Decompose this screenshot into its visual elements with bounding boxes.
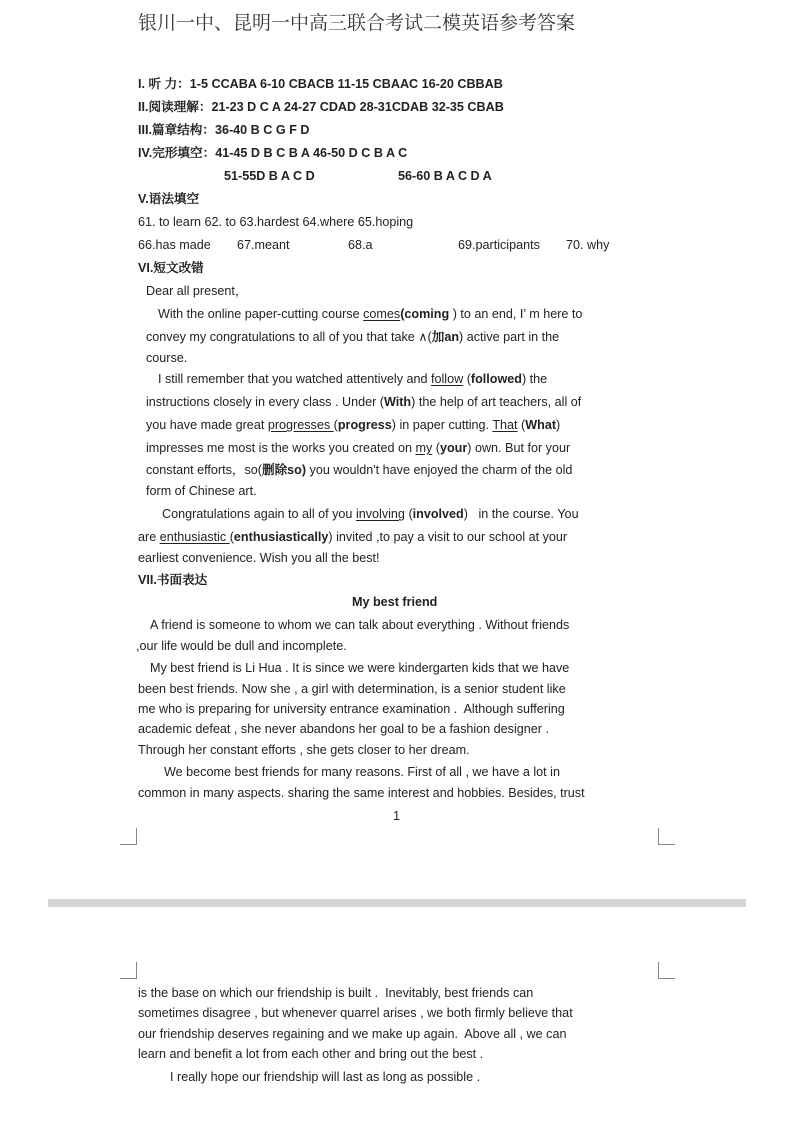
text-segment: you wouldn't have enjoyed the charm of the old <box>306 463 573 477</box>
text-segment: ) the <box>521 372 548 386</box>
essay-line: me who is preparing for university entrance examination . Although suffering <box>138 702 565 716</box>
grammar-item-69: 69.participants <box>458 238 540 252</box>
essay-line: My best friend is Li Hua . It is since we were kindergarten kids that we have <box>150 661 570 675</box>
essay-line: common in many aspects. sharing the same interest and hobbies. Besides, trust <box>138 786 585 800</box>
correction-word: progress <box>337 418 392 432</box>
text-segment: ) to an end, I’ m here to <box>449 307 583 321</box>
text-segment: ) in paper cutting. <box>391 418 493 432</box>
text-segment: constant efforts，so( <box>146 463 262 477</box>
correction-word: followed <box>470 372 522 386</box>
grammar-item-67: 67.meant <box>237 238 290 252</box>
answer-cloze-1: IV.完形填空：41-45 D B C B A 46-50 D C B A C <box>138 146 408 160</box>
correction-line-12: earliest convenience. Wish you all the best! <box>138 551 380 565</box>
text-segment: instructions closely in every class . Under ( <box>146 395 384 409</box>
page-separator <box>48 899 746 907</box>
grammar-item-70: 70. why <box>566 238 610 252</box>
error-word: comes <box>363 307 401 321</box>
answer-listening: I. 听 力：1-5 CCABA 6-10 CBACB 11-15 CBAAC 16-20 CBBAB <box>138 77 503 91</box>
correction-word: (coming <box>400 307 450 321</box>
correction-word: What <box>525 418 557 432</box>
correction-line-9: form of Chinese art. <box>146 484 257 498</box>
essay-line: sometimes disagree , but whenever quarrel arises , we both firmly believe that <box>138 1006 573 1020</box>
error-word: involving <box>355 507 405 521</box>
correction-line-10 <box>162 506 579 522</box>
correction-heading: VI.短文改错 <box>138 261 204 275</box>
essay-line: our friendship deserves regaining and we make up again. Above all , we can <box>138 1027 567 1041</box>
text-segment: ( <box>229 530 234 544</box>
text-segment: ) the help of art teachers, all of <box>411 395 582 409</box>
text-segment: ) own. But for your <box>467 441 571 455</box>
text-segment: ) in the course. You <box>463 507 579 521</box>
correction-greeting: Dear all present， <box>146 284 248 298</box>
correction-word: your <box>439 441 468 455</box>
essay-line: A friend is someone to whom we can talk about everything . Without friends <box>150 618 570 632</box>
essay-line: ,our life would be dull and incomplete. <box>136 639 347 653</box>
essay-line: I really hope our friendship will last as long as possible . <box>170 1070 481 1084</box>
text-segment: impresses me most is the works you created on <box>146 441 416 455</box>
error-word: my <box>415 441 433 455</box>
writing-heading: VII.书面表达 <box>138 573 208 587</box>
grammar-row-1: 61. to learn 62. to 63.hardest 64.where 65.hoping <box>138 215 414 229</box>
answer-cloze-2b: 56-60 B A C D A <box>398 169 492 183</box>
text-segment: ) invited ,to pay a visit to our school at your <box>328 530 568 544</box>
grammar-item-66: 66.has made <box>138 238 211 252</box>
text-segment: I still remember that you watched attentively and <box>158 372 431 386</box>
text-segment: ) <box>556 418 561 432</box>
text-segment: Congratulations again to all of you <box>162 507 356 521</box>
page-corner-mark <box>120 828 137 845</box>
essay-line: been best friends. Now she , a girl with determination, is a senior student like <box>138 682 566 696</box>
page-corner-mark <box>658 828 675 845</box>
text-segment: ) active part in the <box>459 330 560 344</box>
error-word: That <box>492 418 518 432</box>
text-segment: are <box>138 530 160 544</box>
essay-line: learn and benefit a lot from each other and bring out the best . <box>138 1047 484 1061</box>
text-segment: ( <box>517 418 526 432</box>
correction-word: involved <box>412 507 464 521</box>
text-segment: ( <box>432 441 440 455</box>
correction-line-6 <box>146 417 560 433</box>
document-title: 银川一中、昆明一中高三联合考试二模英语参考答案 <box>138 13 576 34</box>
correction-word: 删除so) <box>261 463 307 477</box>
correction-line-4 <box>158 371 547 387</box>
correction-line-7 <box>146 440 570 456</box>
error-word: progresses <box>267 418 334 432</box>
essay-line: academic defeat , she never abandons her goal to be a fashion designer . <box>138 722 549 736</box>
answer-reading: II.阅读理解：21-23 D C A 24-27 CDAD 28-31CDAB 32-35 CBAB <box>138 100 504 114</box>
text-segment: convey my congratulations to all of you that take ∧( <box>146 330 432 344</box>
essay-line: is the base on which our friendship is built . Inevitably, best friends can <box>138 986 534 1000</box>
essay-line: We become best friends for many reasons. First of all , we have a lot in <box>164 765 560 779</box>
correction-line-2 <box>146 329 559 345</box>
correction-word: With <box>383 395 412 409</box>
text-segment: With the online paper-cutting course <box>158 307 364 321</box>
grammar-heading: V.语法填空 <box>138 192 200 206</box>
text-segment: ( <box>333 418 338 432</box>
text-segment: you have made great <box>146 418 268 432</box>
error-word: follow <box>431 372 464 386</box>
text-segment: ( <box>404 507 413 521</box>
correction-line-8 <box>146 462 572 478</box>
correction-word: 加an <box>431 330 460 344</box>
grammar-item-68: 68.a <box>348 238 373 252</box>
essay-title: My best friend <box>352 595 438 609</box>
correction-line-1 <box>158 306 582 322</box>
page-corner-mark <box>120 962 137 979</box>
correction-line-11 <box>138 529 567 545</box>
correction-line-5 <box>146 394 581 410</box>
error-word: enthusiastic <box>159 530 230 544</box>
answer-discourse: III.篇章结构：36-40 B C G F D <box>138 123 310 137</box>
page-corner-mark <box>658 962 675 979</box>
correction-word: enthusiastically <box>233 530 329 544</box>
page-number: 1 <box>393 809 401 823</box>
answer-cloze-2a: 51-55D B A C D <box>224 169 315 183</box>
essay-line: Through her constant efforts , she gets closer to her dream. <box>138 743 470 757</box>
correction-line-3: course. <box>146 351 188 365</box>
text-segment: ( <box>463 372 471 386</box>
